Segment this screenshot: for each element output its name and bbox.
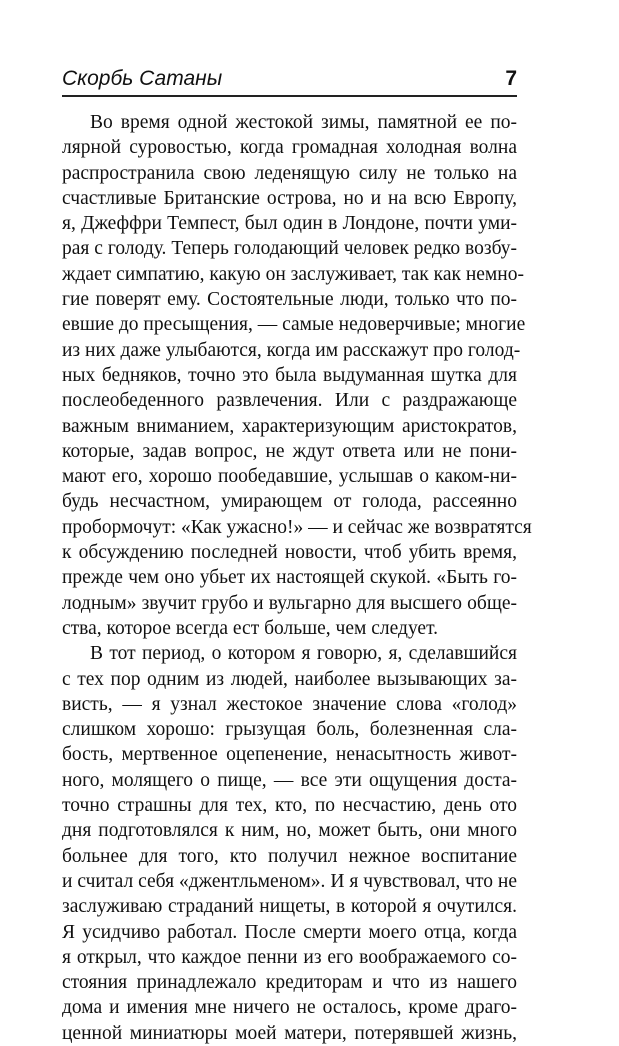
body-text — [62, 110, 532, 1046]
text-line: ждает симпатию, какую он заслуживает, так как немно- — [62, 263, 524, 285]
text-line: ценной миниатюры моей матери, потерявшей жизнь, — [62, 1022, 517, 1044]
text-line: к обсуждению последней новости, чтоб убить время, — [62, 542, 517, 564]
text-line: дома и имения мне ничего не осталось, кроме драго- — [62, 997, 517, 1019]
text-line: В тот период, о котором я говорю, я, сделавшийся — [90, 643, 517, 665]
text-line: дня подготовлялся к ним, но, может быть, они много — [62, 820, 517, 842]
text-line: важным вниманием, характеризующим аристократов, — [62, 415, 517, 437]
text-line: будь несчастном, умирающем от голода, рассеянно — [62, 491, 517, 513]
text-line: счастливые Британские острова, но и на всю Европу, — [62, 187, 517, 209]
text-line: точно страшны для тех, кто, по несчастию, день ото — [62, 795, 517, 817]
text-line: Я усидчиво работал. После смерти моего отца, когда — [62, 921, 517, 943]
text-line: которые, задав вопрос, не ждут ответа или не пони- — [62, 440, 517, 462]
text-line: из них даже улыбаются, когда им расскажут про голод- — [62, 339, 521, 361]
text-line: ных бедняков, точно это была выдуманная шутка для — [62, 364, 517, 386]
text-line: заслуживаю страданий нищеты, в которой я очутился. — [62, 896, 517, 918]
paragraph-1 — [62, 110, 532, 641]
text-line: висть, — я узнал жестокое значение слова «голод» — [62, 693, 517, 715]
running-title: Скорбь Сатаны — [62, 67, 223, 90]
text-line: евшие до пресыщения, — самые недоверчивые; многие — [62, 314, 526, 336]
text-line: больнее для того, кто получил нежное воспитание — [62, 845, 517, 867]
text-line: гие поверят ему. Состоятельные люди, только что по- — [62, 289, 517, 311]
text-line: прежде чем оно убьет их настоящей скукой. «Быть го- — [62, 567, 517, 589]
text-line: я открыл, что каждое пенни из его воображаемого со- — [62, 946, 517, 968]
text-line: стояния принадлежало кредиторам и что из нашего — [62, 972, 517, 994]
text-line: мают его, хорошо пообедавшие, услышав о каком-ни- — [62, 466, 517, 488]
paragraph-2 — [62, 641, 517, 1046]
text-line: с тех пор одним из людей, наиболее вызывающих за- — [62, 668, 517, 690]
page-number: 7 — [505, 67, 517, 90]
text-line: ного, молящего о пище, — все эти ощущения доста- — [62, 769, 517, 791]
text-line: я, Джеффри Темпест, был один в Лондоне, почти уми- — [62, 213, 517, 235]
text-line: лодным» звучит грубо и вульгарно для высшего обще- — [62, 592, 517, 614]
text-line: и считал себя «джентльменом». И я чувствовал, что не — [62, 870, 517, 892]
text-line: слишком хорошо: грызущая боль, болезненная сла- — [62, 719, 517, 741]
text-line: пробормочут: «Как ужасно!» — и сейчас же возвратятся — [62, 516, 532, 538]
text-line: распространила свою леденящую силу не только на — [62, 162, 517, 184]
text-line: бость, мертвенное оцепенение, ненасытность живот- — [62, 744, 517, 766]
text-line: послеобеденного развлечения. Или с раздражающе — [62, 390, 517, 412]
text-line: ства, которое всегда ест больше, чем следует. — [62, 617, 439, 639]
text-line: лярной суровостью, когда громадная холодная волна — [62, 137, 517, 159]
text-line: рая с голоду. Теперь голодающий человек редко возбу- — [62, 238, 517, 260]
header-rule — [62, 95, 517, 97]
page-header — [62, 66, 517, 92]
text-line: Во время одной жестокой зимы, памятной ее по- — [90, 112, 517, 133]
